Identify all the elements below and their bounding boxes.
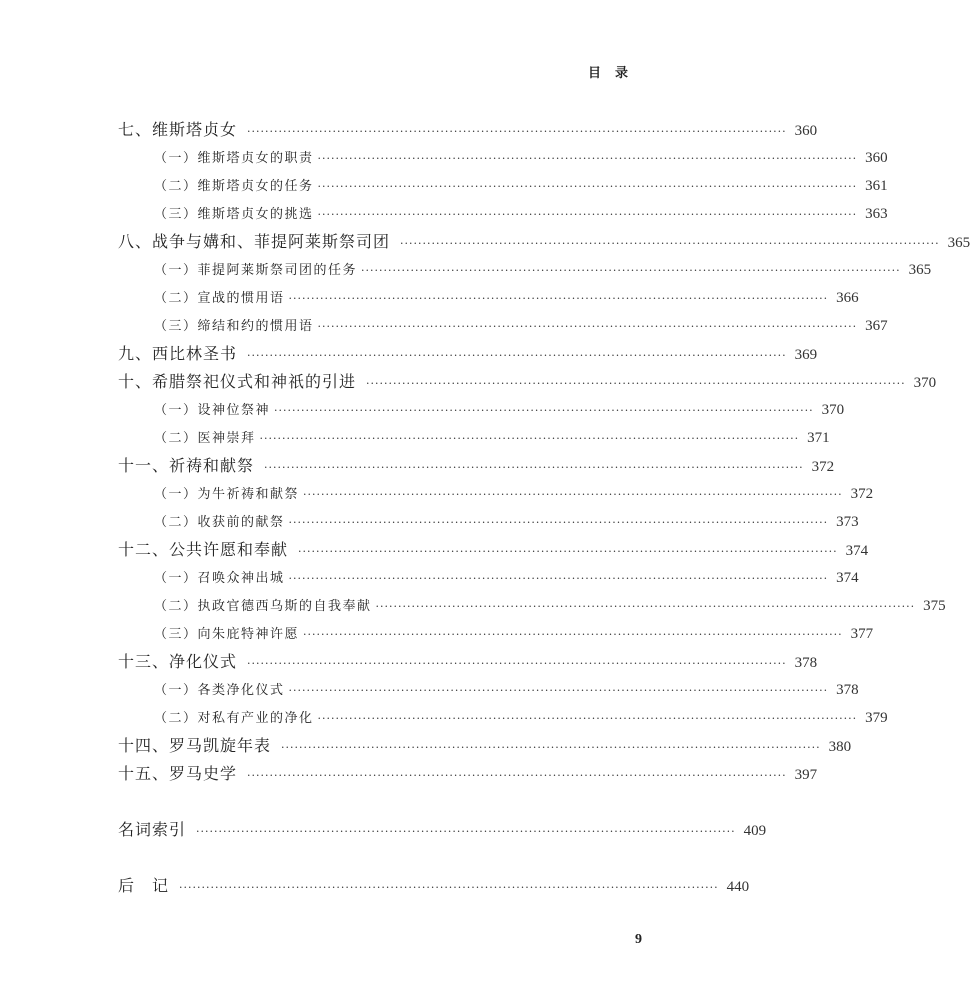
toc-page: 375: [923, 598, 946, 614]
leader-dots: ························································································································: [317, 180, 858, 193]
toc-entry[interactable]: [118, 312, 888, 340]
toc-page: 360: [794, 123, 818, 139]
toc-title: （一）维斯塔贞女的职责: [154, 151, 314, 166]
toc-title: 十三、净化仪式: [118, 652, 238, 671]
toc-title: （一）召唤众神出城: [154, 571, 285, 586]
toc-title: 九、西比林圣书: [118, 344, 238, 363]
leader-dots: ························································································································: [259, 432, 800, 445]
toc-title: （三）向朱庇特神许愿: [154, 627, 300, 642]
leader-dots: ························································································································: [288, 292, 829, 305]
toc-entry[interactable]: [118, 704, 888, 732]
toc-page: 374: [836, 570, 859, 586]
toc-entry[interactable]: [118, 256, 932, 284]
toc-entry[interactable]: [118, 368, 937, 396]
toc-page: 378: [794, 655, 818, 671]
toc-title: 十一、祈祷和献祭: [118, 456, 255, 475]
toc-title: （二）医神崇拜: [154, 431, 256, 446]
toc-title: 后 记: [118, 876, 170, 895]
toc-entry[interactable]: [118, 592, 946, 620]
toc-entry[interactable]: [118, 732, 852, 760]
toc-title: 十、希腊祭祀仪式和神祇的引进: [118, 372, 357, 391]
running-header: 目录: [587, 66, 642, 81]
toc-page: 361: [865, 178, 888, 194]
toc-page: 440: [726, 879, 750, 895]
leader-dots: ························································································································: [366, 377, 906, 390]
leader-dots: ························································································································: [247, 769, 787, 782]
leader-dots: ························································································································: [274, 404, 814, 417]
toc-title: （一）菲提阿莱斯祭司团的任务: [154, 263, 358, 278]
toc-title: 十五、罗马史学: [118, 764, 238, 783]
toc-page: 397: [794, 767, 818, 783]
toc-page: 370: [913, 375, 937, 391]
toc-page: 409: [743, 823, 767, 839]
leader-dots: ························································································································: [247, 125, 787, 138]
toc-entry[interactable]: [118, 508, 859, 536]
toc-title: （一）为牛祈祷和献祭: [154, 487, 300, 502]
leader-dots: ························································································································: [317, 712, 858, 725]
leader-dots: ························································································································: [247, 349, 787, 362]
page-number: 9: [635, 932, 642, 947]
leader-dots: ························································································································: [288, 516, 829, 529]
leader-dots: ························································································································: [400, 237, 940, 250]
toc-page: 380: [828, 739, 852, 755]
toc-title: （一）设神位祭神: [154, 403, 271, 418]
toc-page: 372: [811, 459, 835, 475]
toc-entry[interactable]: [118, 564, 859, 592]
toc-page: 366: [836, 290, 859, 306]
leader-dots: ························································································································: [303, 488, 843, 501]
toc-title: （二）维斯塔贞女的任务: [154, 179, 314, 194]
toc-page: 373: [836, 514, 859, 530]
toc-entry[interactable]: [118, 284, 859, 312]
toc-page: 374: [845, 543, 869, 559]
toc-title: （二）收获前的献祭: [154, 515, 285, 530]
toc-entry[interactable]: [118, 676, 859, 704]
leader-dots: ························································································································: [281, 741, 821, 754]
toc-title: 十四、罗马凯旋年表: [118, 736, 272, 755]
toc-title: （三）维斯塔贞女的挑选: [154, 207, 314, 222]
toc-entry[interactable]: [118, 872, 750, 900]
toc-entry[interactable]: [118, 760, 818, 788]
toc-page: 371: [807, 430, 830, 446]
toc-entry[interactable]: [118, 172, 888, 200]
toc-page: 370: [821, 402, 845, 418]
leader-dots: ························································································································: [288, 684, 829, 697]
toc-page: 363: [865, 206, 888, 222]
leader-dots: ························································································································: [317, 208, 858, 221]
toc-page: 372: [850, 486, 874, 502]
leader-dots: ························································································································: [303, 628, 843, 641]
toc-entry[interactable]: [118, 648, 818, 676]
table-of-contents: [118, 116, 970, 900]
leader-dots: ························································································································: [264, 461, 804, 474]
toc-entry[interactable]: [118, 228, 970, 256]
leader-dots: ························································································································: [317, 152, 858, 165]
toc-page: 365: [947, 235, 970, 251]
leader-dots: ························································································································: [247, 657, 787, 670]
toc-entry[interactable]: [118, 452, 835, 480]
toc-title: 七、维斯塔贞女: [118, 120, 238, 139]
toc-entry[interactable]: [118, 116, 818, 144]
leader-dots: ························································································································: [288, 572, 829, 585]
leader-dots: ························································································································: [298, 545, 838, 558]
toc-title: （二）执政官德西乌斯的自我奉献: [154, 599, 372, 614]
toc-page: 378: [836, 682, 859, 698]
toc-page: 360: [865, 150, 888, 166]
toc-entry[interactable]: [118, 396, 845, 424]
toc-entry[interactable]: [118, 816, 767, 844]
toc-title: （二）对私有产业的净化: [154, 711, 314, 726]
toc-entry[interactable]: [118, 144, 888, 172]
toc-page: 367: [865, 318, 888, 334]
toc-page: 369: [794, 347, 818, 363]
toc-title: （三）缔结和约的惯用语: [154, 319, 314, 334]
leader-dots: ························································································································: [196, 825, 736, 838]
toc-entry[interactable]: [118, 620, 874, 648]
toc-page: 379: [865, 710, 888, 726]
leader-dots: ························································································································: [361, 264, 901, 277]
toc-entry[interactable]: [118, 200, 888, 228]
toc-entry[interactable]: [118, 424, 830, 452]
toc-entry[interactable]: [118, 536, 869, 564]
leader-dots: ························································································································: [375, 600, 916, 613]
toc-title: 名词索引: [118, 820, 187, 839]
toc-page: 377: [850, 626, 874, 642]
toc-entry[interactable]: [118, 340, 818, 368]
toc-title: （二）宣战的惯用语: [154, 291, 285, 306]
toc-title: （一）各类净化仪式: [154, 683, 285, 698]
leader-dots: ························································································································: [317, 320, 858, 333]
toc-title: 八、战争与媾和、菲提阿莱斯祭司团: [118, 232, 391, 251]
leader-dots: ························································································································: [179, 881, 719, 894]
toc-page: 365: [908, 262, 932, 278]
toc-title: 十二、公共许愿和奉献: [118, 540, 289, 559]
toc-entry[interactable]: [118, 480, 874, 508]
